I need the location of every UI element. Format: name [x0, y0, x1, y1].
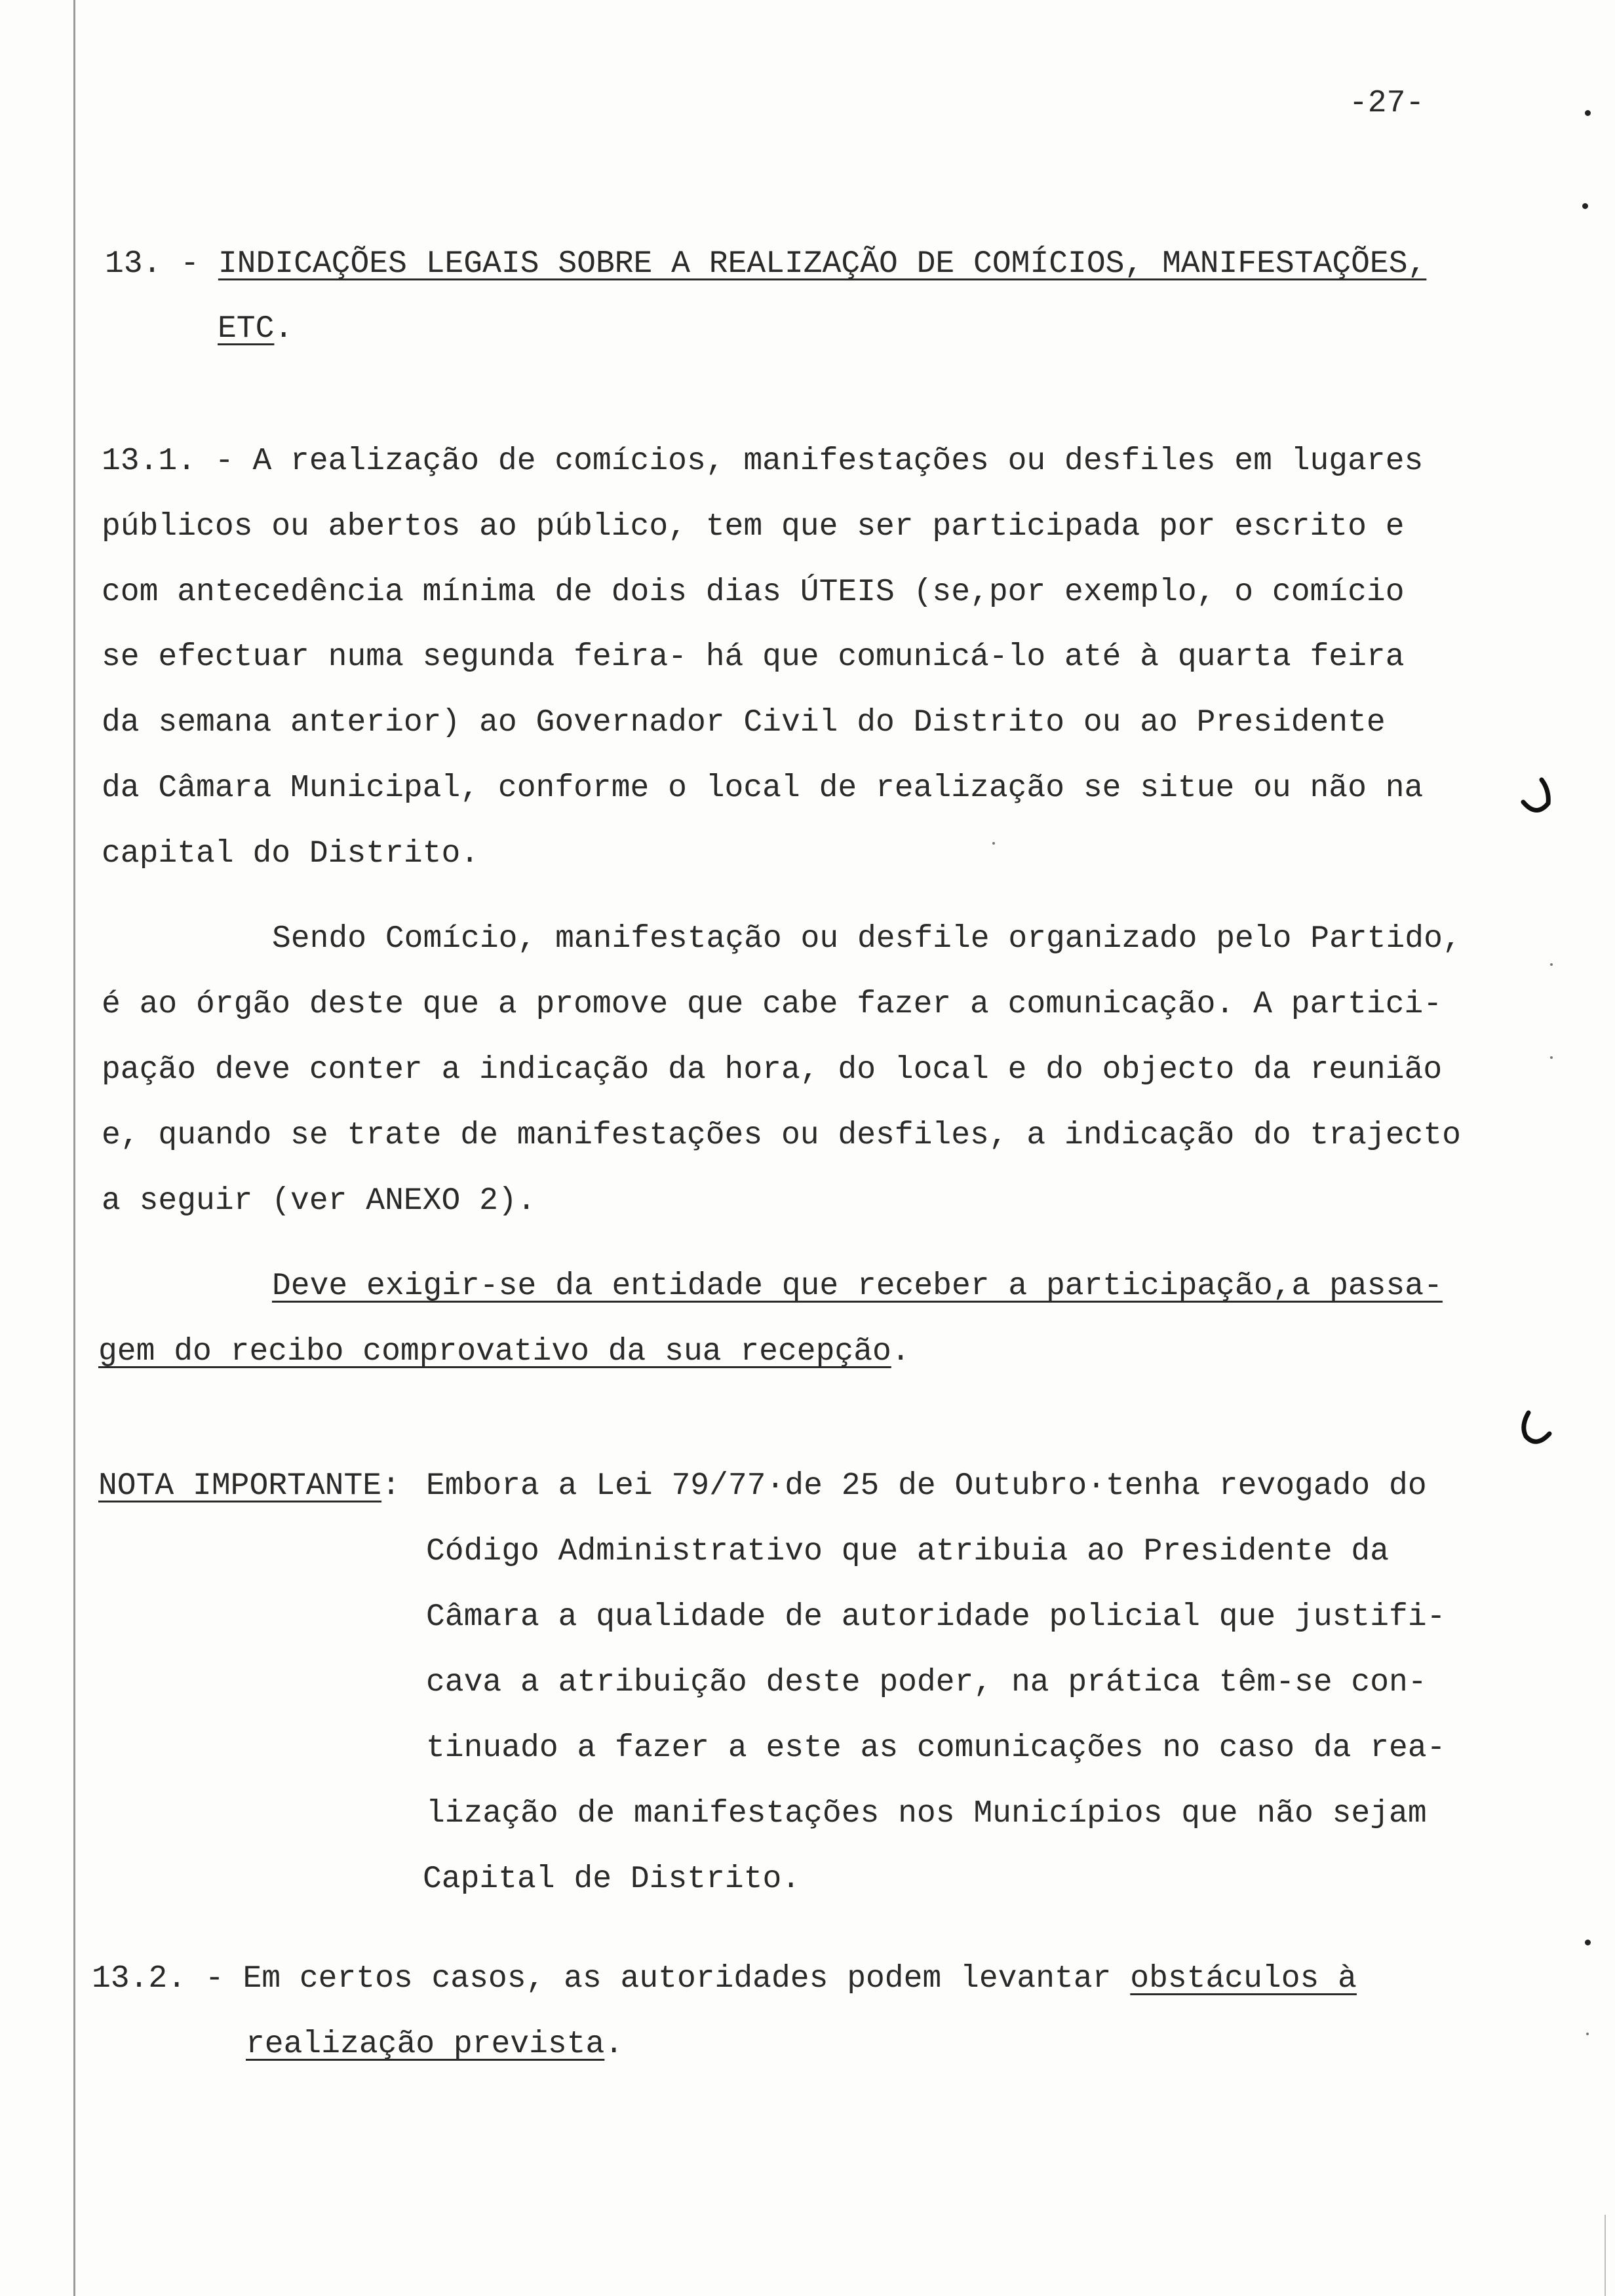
para-recibo-line2: gem do recibo comprovativo da sua recepção. — [98, 1334, 910, 1369]
nota-line: Capital de Distrito. — [423, 1862, 801, 1897]
para-organizado-line: e, quando se trate de manifestações ou desfiles, a indicação do trajecto — [102, 1118, 1461, 1153]
nota-line: lização de manifestações nos Municípios que não sejam — [426, 1796, 1427, 1831]
nota-line: Código Administrativo que atribuia ao Presidente da — [426, 1534, 1390, 1569]
nota-line: cava a atribuição deste poder, na prática têm-se con- — [426, 1665, 1427, 1700]
para-13-1-line: com antecedência mínima de dois dias ÚTEIS (se,por exemplo, o comício — [102, 575, 1405, 610]
para-13-1-line: públicos ou abertos ao público, tem que ser participada por escrito e — [102, 509, 1405, 545]
page-number: -27- — [1349, 86, 1425, 121]
para-13-2-line1: 13.2. - Em certos casos, as autoridades podem levantar obstáculos à — [92, 1961, 1357, 1997]
left-margin-line — [73, 0, 75, 2296]
section-heading-line2: ETC. — [218, 311, 294, 347]
punch-hole-mark — [1519, 1409, 1552, 1448]
para-13-1-line: 13.1. - A realização de comícios, manifestações ou desfiles em lugares — [102, 444, 1424, 479]
para-organizado-line: é ao órgão deste que a promove que cabe fazer a comunicação. A partici- — [102, 987, 1443, 1022]
para-organizado-line: Sendo Comício, manifestação ou desfile organizado pelo Partido, — [272, 921, 1462, 957]
para-recibo-line1: Deve exigir-se da entidade que receber a participação,a passa- — [272, 1269, 1443, 1304]
section-title-line2: ETC — [218, 311, 275, 347]
para-organizado-line: pação deve conter a indicação da hora, do local e do objecto da reunião — [102, 1052, 1443, 1088]
para-13-2-line2: realização prevista. — [246, 2027, 624, 2062]
para-organizado-line: a seguir (ver ANEXO 2). — [102, 1183, 536, 1219]
scan-speck — [1586, 2033, 1589, 2035]
scan-dot — [1585, 1940, 1591, 1945]
scan-speck — [992, 842, 995, 845]
section-heading — [105, 246, 1426, 282]
para-13-1-line: capital do Distrito. — [102, 836, 480, 871]
nota-line: Embora a Lei 79/77·de 25 de Outubro·tenha revogado do — [426, 1468, 1427, 1504]
nota-line: Câmara a qualidade de autoridade policial que justifi- — [426, 1599, 1446, 1635]
para-13-1-line: da semana anterior) ao Governador Civil do Distrito ou ao Presidente — [102, 705, 1386, 740]
page-edge-line — [1605, 2215, 1606, 2296]
section-number: 13. - — [105, 246, 200, 282]
punch-hole-mark — [1519, 777, 1552, 816]
scan-dot — [1585, 110, 1591, 116]
para-13-1-line: da Câmara Municipal, conforme o local de realização se situe ou não na — [102, 771, 1424, 806]
scan-speck — [1550, 1056, 1553, 1059]
nota-line: tinuado a fazer a este as comunicações no caso da rea- — [426, 1731, 1446, 1766]
scan-speck — [1550, 963, 1553, 966]
nota-label: NOTA IMPORTANTE: — [98, 1468, 400, 1504]
section-title-line1: INDICAÇÕES LEGAIS SOBRE A REALIZAÇÃO DE COMÍCIOS, MANIFESTAÇÕES, — [218, 246, 1427, 282]
scan-dot — [1582, 203, 1588, 209]
para-13-1-line: se efectuar numa segunda feira- há que comunicá-lo até à quarta feira — [102, 640, 1405, 675]
